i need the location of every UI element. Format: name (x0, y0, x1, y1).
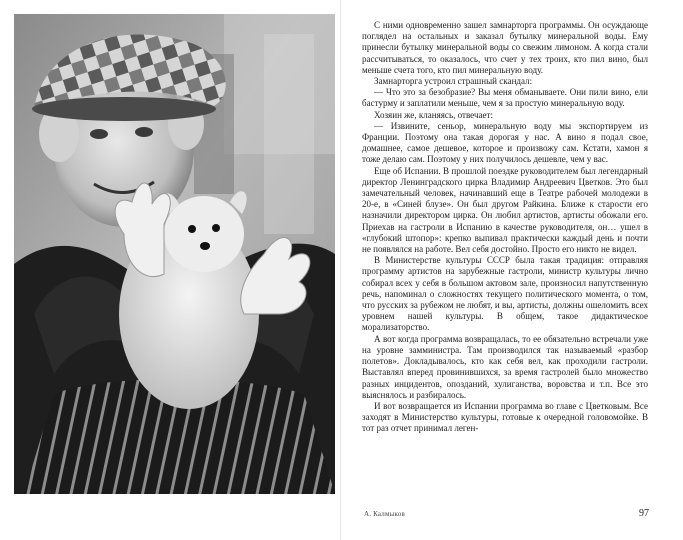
paragraph: Замнарторга устроил страшный скандал: (374, 76, 533, 87)
paragraph: И вот возвращается из Испании программа во главе с Цветковым. Все заходят в Министерство культуры, готовые к очередной головомойке. В тот раз отчет принимал леген- (362, 400, 648, 434)
paragraph: Еще об Испании. В прошлой поездке руководителем был легендарный директор Ленинградского цирка Владимир Андреевич Цветков. Это был замечательный человек, начинавший еще в Театре рабочей молодежи в 20-е, в «Синей блузе». Он был другом Райкина. Ближе к старости его назначили директором цирка. Он любил артистов, артисты обожали его. Приехав на гастроли в Испанию в качестве руководителя, он… ушел в «глубокий штопор»: крепко выпивал практически каждый день и почти не появлялся на работе. Вел себя достойно. Просто его никто не видел. (362, 165, 648, 255)
clown-with-dog-photo (14, 14, 335, 494)
paragraph: Хозяин же, кланяясь, отвечает: (374, 109, 494, 120)
paragraph: С ними одновременно зашел замнарторга программы. Он осуждающе поглядел на остальных и заказал бутылку минеральной воды. Ему принесли бутылку минеральной воды со свежим лимоном. А когда стали рассчитываться, то оказалось, что счет у тех троих, кто пил вино, был меньше счета того, кто пил минеральную воду. (362, 20, 648, 75)
paragraph: В Министерстве культуры СССР была такая традиция: отправляя программу артистов на зарубежные гастроли, министр культуры лично собирал всех у себя в большом актовом зале, произносил напутственную речь, напоминал о сложностях текущего политического момента, о том, что русских за рубежом не любят, и вы, артисты, должны ошеломить всех уровнем нашей культуры. В общем, такое дидактическое морализаторство. (362, 255, 648, 333)
page-number: 97 (639, 508, 649, 519)
paragraph: А вот когда программа возвращалась, то ее обязательно встречали уже на уровне замминистра. Там производился так называемый «разбор полетов». Докладывалось, кто как себя вел, как проходили гастроли. Выставлял вперед провинившихся, за время гастролей было множество разных инцидентов, опозданий, хулиганства, воровства и т.п. Все это выяснялось и разбиралось. (362, 333, 648, 400)
left-page (0, 0, 341, 540)
running-footer-author: А. Калмыков (364, 510, 405, 518)
body-text (362, 20, 648, 435)
paragraph: — Извините, сеньор, минеральную воду мы экспортируем из Франции. Поэтому она такая дорогая у нас. А вино я подал свое, домашнее, самое дешевое, которое и произвожу сам. Кстати, хамон я тоже делаю сам. Поэтому у них получилось дешевле, чем у вас. (362, 120, 648, 165)
paragraph: — Что это за безобразие? Вы меня обманываете. Они пили вино, ели бастурму и заплатили меньше, чем я за простую минеральную воду. (362, 87, 648, 109)
